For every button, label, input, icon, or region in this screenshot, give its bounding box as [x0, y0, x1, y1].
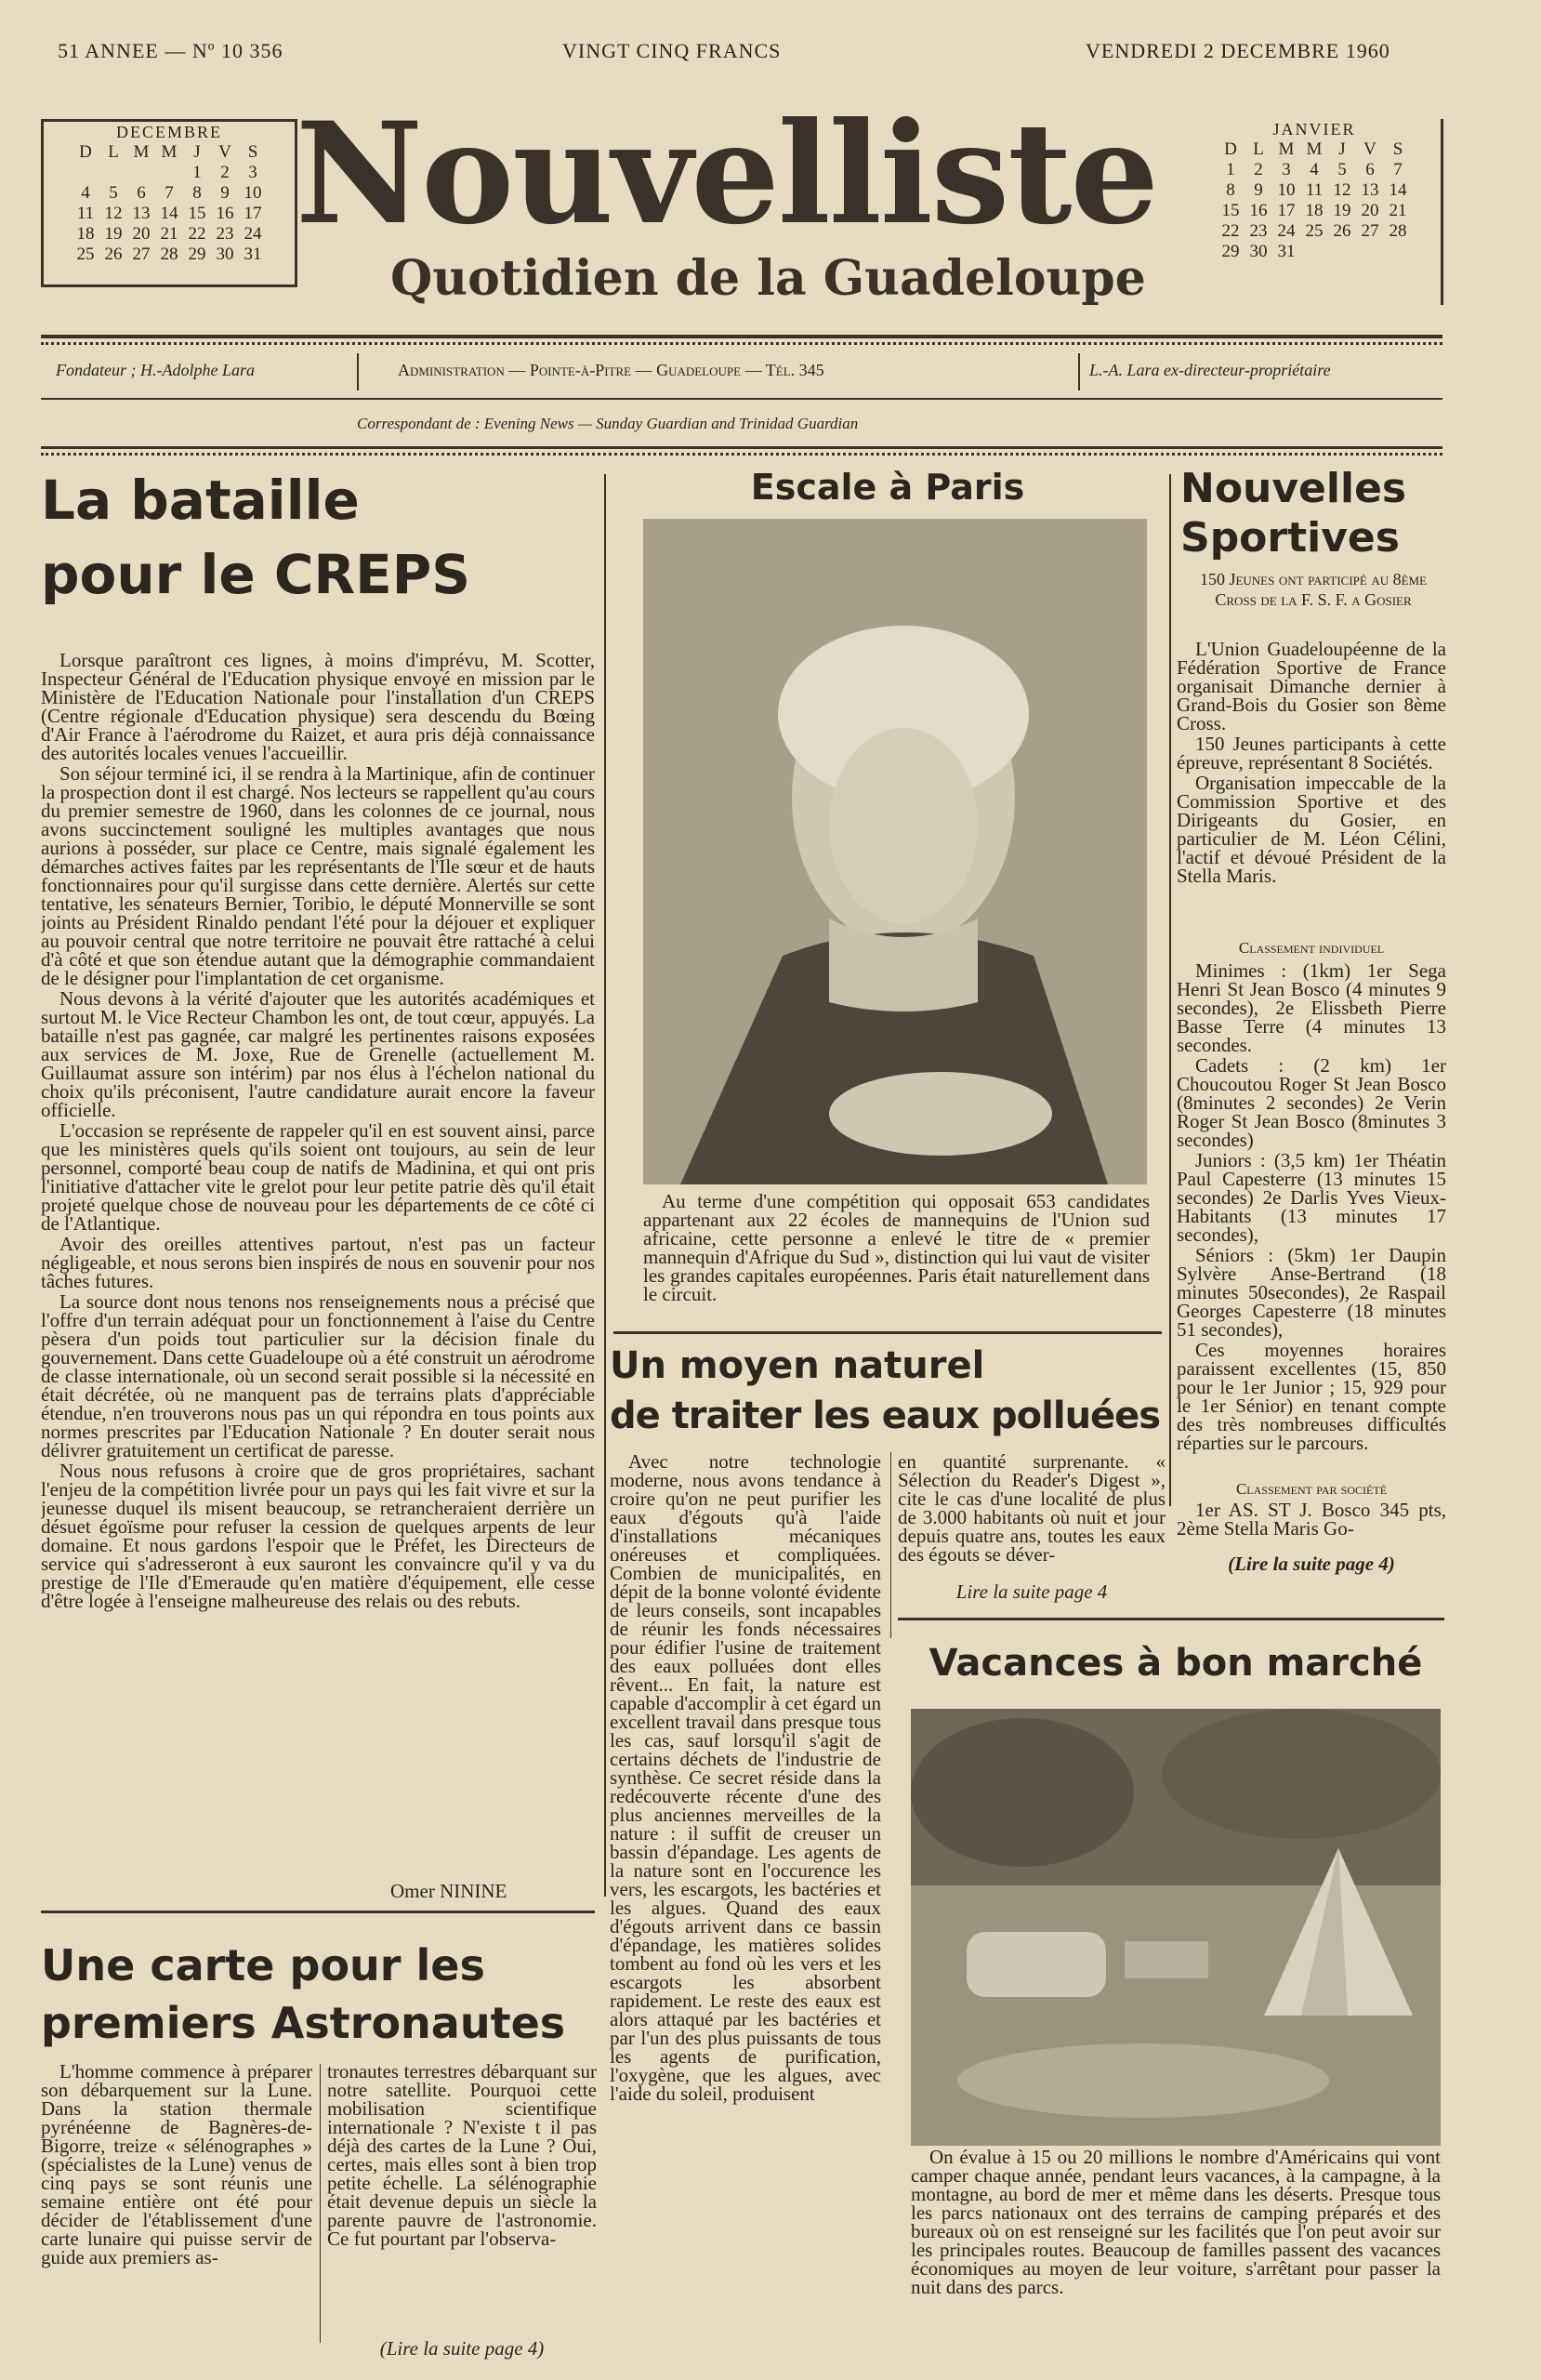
- calendar-day-header: V: [218, 142, 231, 162]
- astronautes-text-1: L'homme commence à préparer son débarquement sur la Lune. Dans la station thermale pyrénéenne de Bagnères-de-Bigorre, treize « sélénographes » (spécialistes de la Lune) venus de cinq pays se sont réunis une semaine entière ont été pour décider de l'établissement d'une carte lunaire qui puisse servir de guide aux premiers as-: [41, 2062, 312, 2268]
- creps-paragraph: Lorsque paraîtront ces lignes, à moins d'imprévu, M. Scotter, Inspecteur Général de l'Education physique envoyé en mission par le Ministère de l'Education Nationale pour l'installation d'un CREPS (Centre régionale d'Education physique) sera descendu du Bœing d'Air France à l'aérodrome du Raizet, et aura pris déjà connaissance des autorités locales venues l'accueillir.: [41, 651, 595, 764]
- calendar-date: 30: [1249, 242, 1268, 261]
- sport-result: Juniors : (3,5 km) 1er Théatin Paul Capesterre (13 minutes 15 secondes) 2e Darlis Yves Vieux-Habitants (13 minutes 17 secondes),: [1177, 1149, 1446, 1246]
- creps-paragraph: Nous devons à la vérité d'ajouter que les autorités académiques et surtout M. le Vice Recteur Chambon les ont, de tout cœur, appuyés. La bataille n'est pas gagnée, car malgré les pertinentes raisons exposées aux services de M. Joxe, Rue de Grenelle (actuellement M. Guillaumat assure son intérim) par nos élus à l'échelon national du choix qu'ils préconisent, l'autre candidature aurait encore la faveur officielle.: [41, 987, 595, 1121]
- calendar-date: 3: [1282, 160, 1291, 179]
- column-rule: [604, 474, 606, 1897]
- calendar-day-header: J: [1338, 139, 1346, 159]
- creps-article-body: [41, 651, 595, 1897]
- vacances-caption: On évalue à 15 ou 20 millions le nombre d'Américains qui vont camper chaque année, pendant leurs vacances, à la campagne, à la montagne, au bord de mer et même dans les déserts. Presque tous les parcs nationaux ont des terrains de camping préparés et des bureaux où on est renseigné sur les facilités que l'on peut avoir sur les principales routes. Beaucoup de familles passent des vacances économiques au moyen de leur voiture, s'arrêtant pour passer la nuit dans des parcs.: [911, 2146, 1441, 2298]
- astronautes-text-2: tronautes terrestres débarquant sur notre satellite. Pourquoi cette mobilisation scientifique internationale ? N'existe t il pas déjà des cartes de la Lune ? Oui, certes, mais elles sont à bien trop petite échelle. La sélénographie était devenue depuis un siècle la parente pauvre de l'astronomie. Ce fut pourtant par l'observa-: [327, 2062, 597, 2250]
- sport-individuel-head: Classement individuel: [1238, 939, 1385, 957]
- calendar-date: 19: [1333, 201, 1351, 220]
- sport-societe-head: Classement par société: [1235, 1480, 1388, 1498]
- calendar-date: 3: [248, 163, 257, 182]
- calendar-date: [1384, 242, 1412, 262]
- calendar-date: 29: [188, 245, 206, 264]
- calendar-date: 20: [132, 224, 151, 244]
- calendar-date: 26: [104, 245, 123, 264]
- vacances-photo: [911, 1709, 1441, 2146]
- calendar-date: 12: [104, 204, 123, 223]
- calendar-date: 28: [160, 245, 178, 264]
- calendar-date: [127, 163, 155, 183]
- calendar-date: 10: [244, 183, 262, 203]
- calendar-date: [155, 163, 183, 183]
- rule: [41, 398, 1442, 400]
- calendar-date: [1356, 242, 1384, 262]
- calendar-date: 9: [1254, 180, 1263, 200]
- calendar-date: 11: [76, 204, 95, 223]
- creps-paragraph: Son séjour terminé ici, il se rendra à la Martinique, afin de continuer la prospection dont il est chargé. Nos lecteurs se rappellent qu'au cours du premier semestre de 1960, dans les colonnes de ce journal, nous avons succinctement souligné les multiples avantages que nous aurions à posséder, sur place ce Centre, mais signalé également les démarches actives faites par les représentants de l'Ile sœur et de hauts fonctionnaires pour qu'il surgisse dans cette dernière. Alertés sur cette tentative, les sénateurs Bernier, Toribio, le député Monnerville se sont joints au Président Rinaldo pendant l'été pour la déjouer et expliquer au pouvoir central que notre territoire ne pouvait être rattaché à celui d'à côté et que son étendue autant que la démographie commandaient de le désigner pour l'implantation de cet organisme.: [41, 762, 595, 989]
- sport-result: Séniors : (5km) 1er Daupin Sylvère Anse-Bertrand (18 minutes 50secondes), 2e Raspail Georges Capesterre (18 minutes 51 secondes),: [1177, 1244, 1446, 1341]
- calendar-date: 8: [192, 183, 202, 203]
- creps-paragraph: L'occasion se représente de rappeler qu'il en est souvent ainsi, parce que les ministères quels qu'ils soient ont toujours, au sein de leur personnel, comporté beau coup de natifs de Madinina, et qui ont pris l'initiative d'attacher vite le grelot pour leur petite patrie dès qu'il était projeté quelque chose de nouveau pour les départements de ce côté ci de l'Atlantique.: [41, 1119, 595, 1235]
- price: VINGT CINQ FRANCS: [562, 39, 782, 62]
- calendar-date: 14: [160, 204, 178, 223]
- eaux-continued: Lire la suite page 4: [955, 1580, 1108, 1603]
- eaux-headline-2: de traiter les eaux polluées: [610, 1395, 1161, 1437]
- rule: [898, 1618, 1444, 1620]
- rule: [1078, 353, 1080, 390]
- calendar-day-header: L: [1253, 139, 1264, 159]
- sport-societe-text: 1er AS. ST J. Bosco 345 pts, 2ème Stella Maris Go-: [1177, 1501, 1446, 1540]
- calendar-day-header: J: [193, 142, 201, 162]
- sport-result: Ces moyennes horaires paraissent excellentes (15, 850 pour le 1er Junior ; 15, 929 pour le 1er Sénior) en tenant compte des très nombreuses difficultés réparties sur le parcours.: [1177, 1339, 1446, 1454]
- astronautes-col-2: [327, 2062, 597, 2341]
- eaux-headline-1: Un moyen naturel: [610, 1344, 985, 1387]
- calendar-day-header: D: [79, 142, 92, 162]
- creps-paragraph: La source dont nous tenons nos renseignements nous a précisé que l'offre d'un terrain adéquat pour un fonctionnement à l'aise du Centre pèsera d'un poids tout particulier sur la décision finale du gouvernement. Dans cette Guadeloupe où a été construit un aérodrome de classe internationale, où un second serait possible si la nécessité en était décrétée, où ne manquent pas de terrains plats d'appréciable étendue, n'en trouverons nous pas un qui répondra en tous points aux normes prescrites par l'Education Nationale ? En douter serait nous délivrer gratuitement un certificat de paresse.: [41, 1290, 595, 1461]
- calendar-date: 5: [1337, 160, 1347, 179]
- calendar-date: 24: [1277, 221, 1296, 241]
- calendar-date: 13: [1361, 180, 1379, 200]
- sport-results: [1177, 961, 1446, 1477]
- calendar-date: 13: [132, 204, 151, 223]
- calendar-date: 25: [1305, 221, 1324, 241]
- rule: [41, 1911, 595, 1913]
- issue-number: 51 ANNEE — Nº 10 356: [58, 39, 283, 62]
- astronautes-headline-2: premiers Astronautes: [41, 1998, 566, 2048]
- calendar-date: 17: [244, 204, 262, 223]
- calendar-date: 7: [165, 183, 174, 203]
- calendar-date: 27: [1361, 221, 1379, 241]
- calendar-december: [41, 119, 297, 287]
- rule: [41, 446, 1442, 449]
- calendar-date: 28: [1389, 221, 1407, 241]
- sport-headline-2: Sportives: [1180, 514, 1400, 562]
- calendar-day-header: L: [108, 142, 119, 162]
- calendar-date: 25: [76, 245, 95, 264]
- administration-line: Administration — Pointe-à-Pitre — Guadeloupe — Tél. 345: [398, 361, 824, 379]
- calendar-day-header: M: [161, 142, 178, 162]
- calendar-date: 6: [137, 183, 146, 203]
- calendar-grid: [72, 142, 267, 265]
- calendar-date: 23: [216, 224, 234, 244]
- eaux-col-2: [898, 1452, 1166, 1573]
- calendar-grid: [1217, 139, 1412, 262]
- calendar-day-header: V: [1363, 139, 1376, 159]
- sport-paragraph: L'Union Guadeloupéenne de la Fédération Sportive de France organisait Dimanche dernier à Grand-Bois du Gosier son 8ème Cross.: [1177, 640, 1446, 734]
- issue-date: VENDREDI 2 DECEMBRE 1960: [1086, 39, 1390, 62]
- calendar-date: 18: [1305, 201, 1324, 220]
- camping-scene-illustration: [911, 1709, 1441, 2146]
- calendar-date: 15: [1221, 201, 1240, 220]
- calendar-day-header: M: [1306, 139, 1323, 159]
- calendar-date: 23: [1249, 221, 1268, 241]
- creps-signature: Omer NININE: [390, 1880, 507, 1902]
- calendar-january: [1188, 119, 1443, 305]
- calendar-date: 31: [1277, 242, 1296, 261]
- eaux-col-1: [610, 1452, 881, 2373]
- calendar-date: 17: [1277, 201, 1296, 220]
- calendar-date: 1: [1226, 160, 1235, 179]
- rule: [41, 342, 1442, 345]
- escale-headline: Escale à Paris: [750, 467, 1025, 508]
- rule: [41, 453, 1442, 456]
- calendar-date: 16: [216, 204, 234, 223]
- column-rule: [320, 2064, 321, 2343]
- calendar-date: 2: [1254, 160, 1263, 179]
- calendar-date: 21: [1389, 201, 1407, 220]
- calendar-day-header: M: [1278, 139, 1295, 159]
- calendar-date: 1: [192, 163, 202, 182]
- masthead-subtitle: Quotidien de la Guadeloupe: [390, 250, 1146, 307]
- calendar-day-header: M: [133, 142, 150, 162]
- creps-headline-2: pour le CREPS: [41, 543, 470, 606]
- sport-continued: (Lire la suite page 4): [1228, 1553, 1395, 1575]
- calendar-date: 18: [76, 224, 95, 244]
- calendar-date: 31: [244, 245, 262, 264]
- vacances-headline: Vacances à bon marché: [929, 1642, 1423, 1685]
- eaux-text-1: Avec notre technologie moderne, nous avons tendance à croire qu'on ne peut purifier les eaux d'égouts qu'à l'aide d'installations mécaniques onéreuses et compliquées. Combien de municipalités, en dépit de la bonne volonté évidente de leurs conseils, sont incapables de réunir les fonds nécessaires pour édifier l'usine de traitement des eaux polluées dont elles rêvent... En fait, la nature est capable d'accomplir à cet égard un excellent travail dans presque tous les cas, sauf lorsqu'il s'agit de certains déchets de l'industrie de synthèse. Ce secret réside dans la redécouverte récente d'une des plus anciennes merveilles de la nature : il suffit de creuser un bassin d'épandage. Les agents de la nature sont en l'occurence les vers, les escargots, les bactéries et les algues. Quand des eaux d'égouts arrivent dans ce bassin d'épandage, les matières solides tombent au fond où les vers et les escargots les absorbent rapidement. Le reste des eaux est alors attaqué par les bactéries et par l'un des plus puissants de tous les agents de purification, l'oxygène, que les algues, avec l'aide du soleil, produisent: [610, 1452, 881, 2105]
- calendar-date: [99, 163, 127, 183]
- column-rule: [890, 1452, 891, 1638]
- calendar-date: 21: [160, 224, 178, 244]
- calendar-date: 8: [1226, 180, 1235, 200]
- sport-paragraph: 150 Jeunes participants à cette épreuve, représentant 8 Sociétés.: [1177, 733, 1446, 774]
- sport-result: Cadets : (2 km) 1er Choucoutou Roger St Jean Bosco (8minutes 2 secondes) 2e Verin Roger St Jean Bosco (8minutes 3 secondes): [1177, 1054, 1446, 1151]
- calendar-date: 29: [1221, 242, 1240, 261]
- calendar-month: DECEMBRE: [115, 123, 222, 141]
- calendar-date: 4: [81, 183, 90, 203]
- sport-societe: [1177, 1501, 1446, 1541]
- calendar-date: 26: [1333, 221, 1351, 241]
- sport-result: Minimes : (1km) 1er Sega Henri St Jean Bosco (4 minutes 9 secondes), 2e Elissbeth Pierre Basse Terre (4 minutes 13 secondes.: [1177, 961, 1446, 1056]
- calendar-day-header: D: [1224, 139, 1237, 159]
- calendar-date: 30: [216, 245, 234, 264]
- calendar-date: 4: [1310, 160, 1319, 179]
- calendar-date: 6: [1365, 160, 1375, 179]
- calendar-date: [1328, 242, 1356, 262]
- calendar-date: 14: [1389, 180, 1407, 200]
- calendar-date: 24: [244, 224, 262, 244]
- rule: [41, 335, 1442, 338]
- calendar-date: [1300, 242, 1328, 262]
- calendar-date: [72, 163, 99, 183]
- astronautes-continued: (Lire la suite page 4): [379, 2337, 545, 2360]
- escale-photo: [643, 519, 1147, 1184]
- woman-portrait-illustration: [643, 519, 1147, 1184]
- calendar-day-header: S: [247, 142, 258, 162]
- founder-line: Fondateur ; H.-Adolphe Lara: [56, 361, 255, 379]
- calendar-date: 5: [109, 183, 118, 203]
- calendar-date: 20: [1361, 201, 1379, 220]
- calendar-date: 9: [220, 183, 230, 203]
- rule: [357, 353, 359, 390]
- masthead-title: Nouvelliste: [296, 92, 1157, 256]
- calendar-date: 7: [1393, 160, 1403, 179]
- calendar-date: 12: [1333, 180, 1351, 200]
- sport-headline-1: Nouvelles: [1180, 465, 1407, 512]
- calendar-month: JANVIER: [1272, 120, 1356, 139]
- column-rule: [1169, 474, 1171, 1506]
- calendar-day-header: S: [1392, 139, 1403, 159]
- calendar-date: 22: [1221, 221, 1240, 241]
- calendar-date: 16: [1249, 201, 1268, 220]
- rule: [613, 1331, 1162, 1334]
- sport-subheadline: 150 Jeunes ont participé au 8ème Cross de la F. S. F. a Gosier: [1199, 570, 1428, 609]
- calendar-date: 22: [188, 224, 206, 244]
- sport-paragraph: Organisation impeccable de la Commission Sportive et des Dirigeants du Gosier, en particulier de M. Léon Célini, l'actif et dévoué Président de la Stella Maris.: [1177, 772, 1446, 887]
- eaux-text-2: en quantité surprenante. « Sélection du Reader's Digest », cite le cas d'une localité de plus de 3.000 habitants où nuit et jour depuis quatre ans, toutes les eaux des égouts se déver-: [898, 1452, 1166, 1566]
- creps-paragraph: Avoir des oreilles attentives partout, n'est pas un facteur négligeable, et nous serons bien inspirés de nous en souvenir pour nos tâches futures.: [41, 1233, 595, 1292]
- creps-headline-1: La bataille: [41, 469, 360, 532]
- escale-caption: Au terme d'une compétition qui opposait 653 candidates appartenant aux 22 écoles de mannequins de l'Union sud africaine, cette personne a enlevé le titre de « premier mannequin d'Afrique du Sud », distinction qui lui vaut de visiter les grandes capitales européennes. Paris était naturellement dans le circuit.: [643, 1190, 1150, 1305]
- calendar-date: 10: [1277, 180, 1296, 200]
- calendar-date: 11: [1305, 180, 1324, 200]
- calendar-date: 2: [220, 163, 230, 182]
- director-line: L.-A. Lara ex-directeur-propriétaire: [1089, 361, 1331, 379]
- creps-paragraph: Nous nous refusons à croire que de gros propriétaires, sachant l'enjeu de la compétition livrée pour un pays qui les fait vivre et sur la jeunesse duquel ils misent beaucoup, se retrancheraient derrière un désuet égoïsme pour refuser la cession de quelques arpents de leur domaine. Et nous gardons l'espoir que le Préfet, les Directeurs de service qui s'adresseront à eux sauront les convaincre qu'il y va du prestige de l'Ile d'Emeraude qu'en matière d'équipement, elle cesse d'être logée à l'enseigne malheureuse des relais ou des rebuts.: [41, 1460, 595, 1612]
- correspondent-line: Correspondant de : Evening News — Sunday Guardian and Trinidad Guardian: [357, 415, 859, 432]
- astronautes-headline-1: Une carte pour les: [41, 1940, 485, 1990]
- calendar-date: 15: [188, 204, 206, 223]
- astronautes-col-1: [41, 2062, 312, 2360]
- calendar-date: 19: [104, 224, 123, 244]
- calendar-date: 27: [132, 245, 151, 264]
